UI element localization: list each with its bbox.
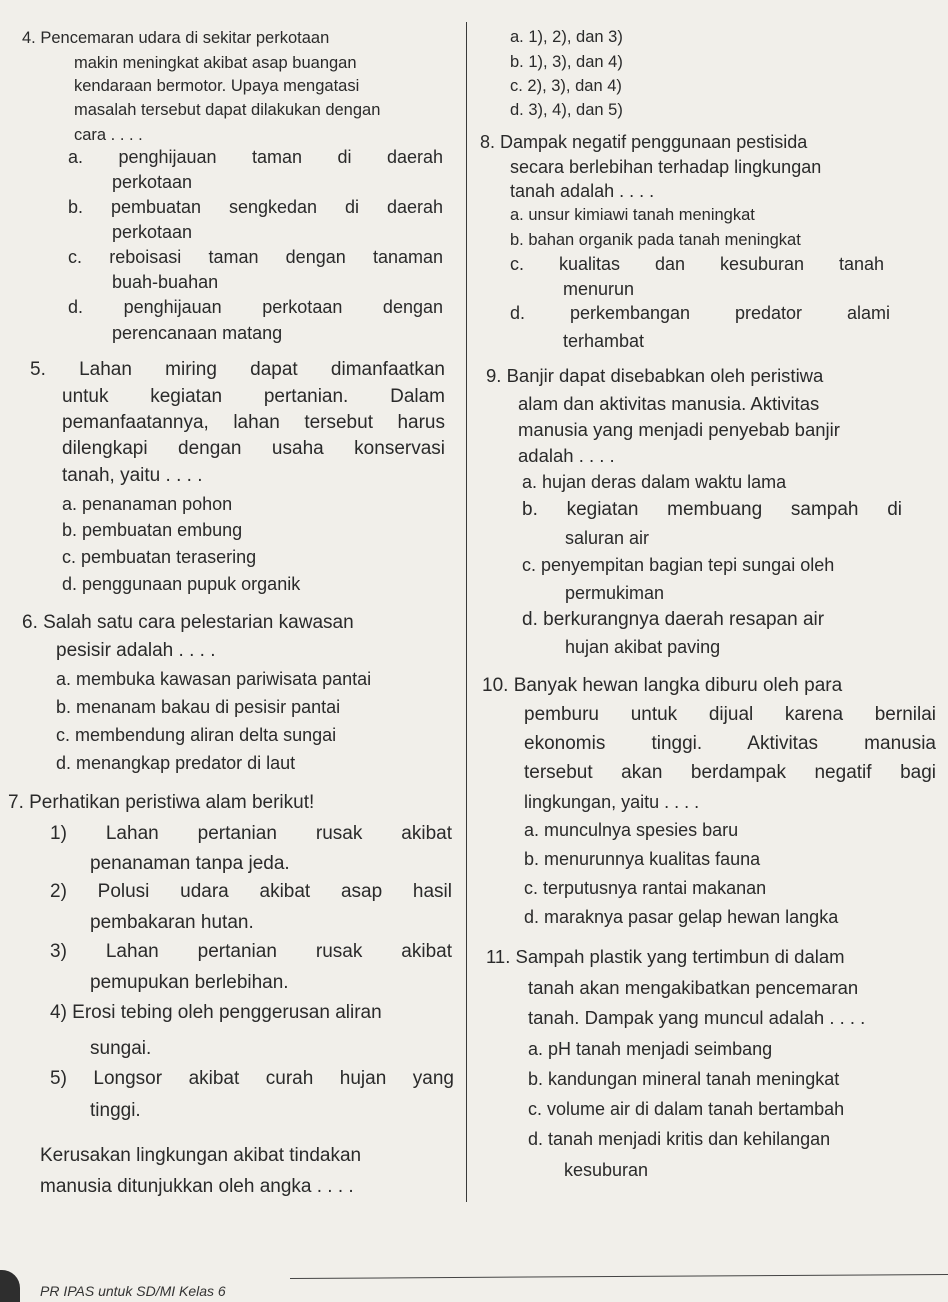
q9-option-b[interactable]: b. kegiatan membuang sampah di bbox=[522, 499, 902, 520]
q10-stem-line: tersebut akan berdampak negatif bagi bbox=[524, 762, 936, 783]
q5-option-c[interactable]: c. pembuatan terasering bbox=[62, 547, 257, 567]
q4-option-a-cont: perkotaan bbox=[112, 172, 193, 192]
q4-option-c[interactable]: c. reboisasi taman dengan tanaman bbox=[68, 247, 443, 267]
q7-stem: 7. Perhatikan peristiwa alam berikut! bbox=[8, 792, 315, 813]
q7-item-3: 3) Lahan pertanian rusak akibat bbox=[50, 941, 452, 962]
q5-option-d[interactable]: d. penggunaan pupuk organik bbox=[62, 574, 301, 594]
q5-stem-line: dilengkapi dengan usaha konservasi bbox=[62, 438, 445, 459]
q9-stem-line: adalah . . . . bbox=[518, 445, 615, 466]
q9-option-d-cont: hujan akibat paving bbox=[565, 637, 721, 657]
q6-option-d[interactable]: d. menangkap predator di laut bbox=[56, 753, 296, 773]
q8-option-c[interactable]: c. kualitas dan kesuburan tanah bbox=[510, 254, 884, 274]
q10-stem-line: lingkungan, yaitu . . . . bbox=[524, 792, 700, 812]
q7-item-5-cont: tinggi. bbox=[90, 1100, 141, 1121]
q7-question: Kerusakan lingkungan akibat tindakan bbox=[40, 1145, 362, 1166]
q6-option-a[interactable]: a. membuka kawasan pariwisata pantai bbox=[56, 669, 372, 689]
q5-stem-line: untuk kegiatan pertanian. Dalam bbox=[62, 386, 445, 407]
q9-stem-line: alam dan aktivitas manusia. Aktivitas bbox=[518, 393, 820, 414]
q10-stem-line: ekonomis tinggi. Aktivitas manusia bbox=[524, 733, 936, 754]
q7-item-1-cont: penanaman tanpa jeda. bbox=[90, 853, 290, 874]
q7-item-4: 4) Erosi tebing oleh penggerusan aliran bbox=[50, 1002, 382, 1023]
q9-option-d[interactable]: d. berkurangnya daerah resapan air bbox=[522, 609, 825, 630]
q8-option-b[interactable]: b. bahan organik pada tanah meningkat bbox=[510, 231, 801, 249]
q4-stem-line: cara . . . . bbox=[74, 126, 143, 144]
q4-stem-line: masalah tersebut dapat dilakukan dengan bbox=[74, 101, 381, 119]
q7-item-5: 5) Longsor akibat curah hujan yang bbox=[50, 1068, 454, 1089]
q6-stem-line: pesisir adalah . . . . bbox=[56, 640, 216, 661]
q7-item-4-cont: sungai. bbox=[90, 1038, 152, 1059]
q11-stem-line: 11. Sampah plastik yang tertimbun di dalam bbox=[486, 946, 845, 967]
q8-option-a[interactable]: a. unsur kimiawi tanah meningkat bbox=[510, 206, 755, 224]
q7-item-1: 1) Lahan pertanian rusak akibat bbox=[50, 823, 452, 844]
q11-option-c[interactable]: c. volume air di dalam tanah bertambah bbox=[528, 1099, 845, 1119]
q4-option-b[interactable]: b. pembuatan sengkedan di daerah bbox=[68, 197, 443, 217]
q11-stem-line: tanah akan mengakibatkan pencemaran bbox=[528, 977, 859, 998]
q4-option-b-cont: perkotaan bbox=[112, 222, 193, 242]
q6-option-b[interactable]: b. menanam bakau di pesisir pantai bbox=[56, 697, 341, 717]
q11-option-d-cont: kesuburan bbox=[564, 1160, 649, 1180]
q10-stem-line: 10. Banyak hewan langka diburu oleh para bbox=[482, 675, 843, 696]
q7-option-c[interactable]: c. 2), 3), dan 4) bbox=[510, 77, 622, 95]
q9-stem-line: manusia yang menjadi penyebab banjir bbox=[518, 419, 840, 440]
q10-stem-line: pemburu untuk dijual karena bernilai bbox=[524, 704, 936, 725]
q5-option-a[interactable]: a. penanaman pohon bbox=[62, 494, 233, 514]
page-corner-shadow bbox=[0, 1270, 20, 1302]
q9-option-b-cont: saluran air bbox=[565, 528, 650, 548]
q6-stem-line: 6. Salah satu cara pelestarian kawasan bbox=[22, 612, 354, 633]
q4-option-a[interactable]: a. penghijauan taman di daerah bbox=[68, 147, 443, 167]
q5-option-b[interactable]: b. pembuatan embung bbox=[62, 520, 243, 540]
q4-stem-line: 4. Pencemaran udara di sekitar perkotaan bbox=[22, 29, 330, 47]
q9-option-c-cont: permukiman bbox=[565, 583, 665, 603]
q9-stem-line: 9. Banjir dapat disebabkan oleh peristiwa bbox=[486, 365, 824, 386]
q4-stem-line: makin meningkat akibat asap buangan bbox=[74, 54, 357, 72]
q7-item-2-cont: pembakaran hutan. bbox=[90, 912, 254, 933]
q4-option-d-cont: perencanaan matang bbox=[112, 323, 283, 343]
q7-option-a[interactable]: a. 1), 2), dan 3) bbox=[510, 28, 623, 46]
q7-item-3-cont: pemupukan berlebihan. bbox=[90, 972, 289, 993]
q7-option-d[interactable]: d. 3), 4), dan 5) bbox=[510, 101, 623, 119]
q9-option-c[interactable]: c. penyempitan bagian tepi sungai oleh bbox=[522, 555, 835, 575]
q11-stem-line: tanah. Dampak yang muncul adalah . . . . bbox=[528, 1007, 866, 1028]
q8-stem-line: 8. Dampak negatif penggunaan pestisida bbox=[480, 132, 808, 152]
q8-option-d[interactable]: d. perkembangan predator alami bbox=[510, 303, 890, 323]
footer-label: PR IPAS untuk SD/MI Kelas 6 bbox=[40, 1283, 226, 1299]
q10-option-b[interactable]: b. menurunnya kualitas fauna bbox=[524, 849, 761, 869]
q11-option-a[interactable]: a. pH tanah menjadi seimbang bbox=[528, 1039, 773, 1059]
q5-stem-line: pemanfaatannya, lahan tersebut harus bbox=[62, 412, 445, 433]
column-divider bbox=[466, 22, 467, 1202]
q8-option-d-cont: terhambat bbox=[563, 331, 645, 351]
q4-option-d[interactable]: d. penghijauan perkotaan dengan bbox=[68, 297, 443, 317]
q4-stem-line: kendaraan bermotor. Upaya mengatasi bbox=[74, 77, 360, 95]
footer-rule bbox=[290, 1274, 948, 1279]
q10-option-c[interactable]: c. terputusnya rantai makanan bbox=[524, 878, 767, 898]
q10-option-d[interactable]: d. maraknya pasar gelap hewan langka bbox=[524, 907, 839, 927]
q8-stem-line: secara berlebihan terhadap lingkungan bbox=[510, 157, 822, 177]
q7-item-2: 2) Polusi udara akibat asap hasil bbox=[50, 881, 452, 902]
q5-stem-line: tanah, yaitu . . . . bbox=[62, 465, 203, 486]
q7-option-b[interactable]: b. 1), 3), dan 4) bbox=[510, 53, 623, 71]
q9-option-a[interactable]: a. hujan deras dalam waktu lama bbox=[522, 472, 787, 492]
q6-option-c[interactable]: c. membendung aliran delta sungai bbox=[56, 725, 337, 745]
q8-stem-line: tanah adalah . . . . bbox=[510, 181, 655, 201]
q11-option-b[interactable]: b. kandungan mineral tanah meningkat bbox=[528, 1069, 840, 1089]
q5-stem-line: 5. Lahan miring dapat dimanfaatkan bbox=[30, 359, 445, 380]
q10-option-a[interactable]: a. munculnya spesies baru bbox=[524, 820, 739, 840]
q4-option-c-cont: buah-buahan bbox=[112, 272, 219, 292]
q11-option-d[interactable]: d. tanah menjadi kritis dan kehilangan bbox=[528, 1129, 831, 1149]
q8-option-c-cont: menurun bbox=[563, 279, 635, 299]
q7-question: manusia ditunjukkan oleh angka . . . . bbox=[40, 1176, 354, 1197]
